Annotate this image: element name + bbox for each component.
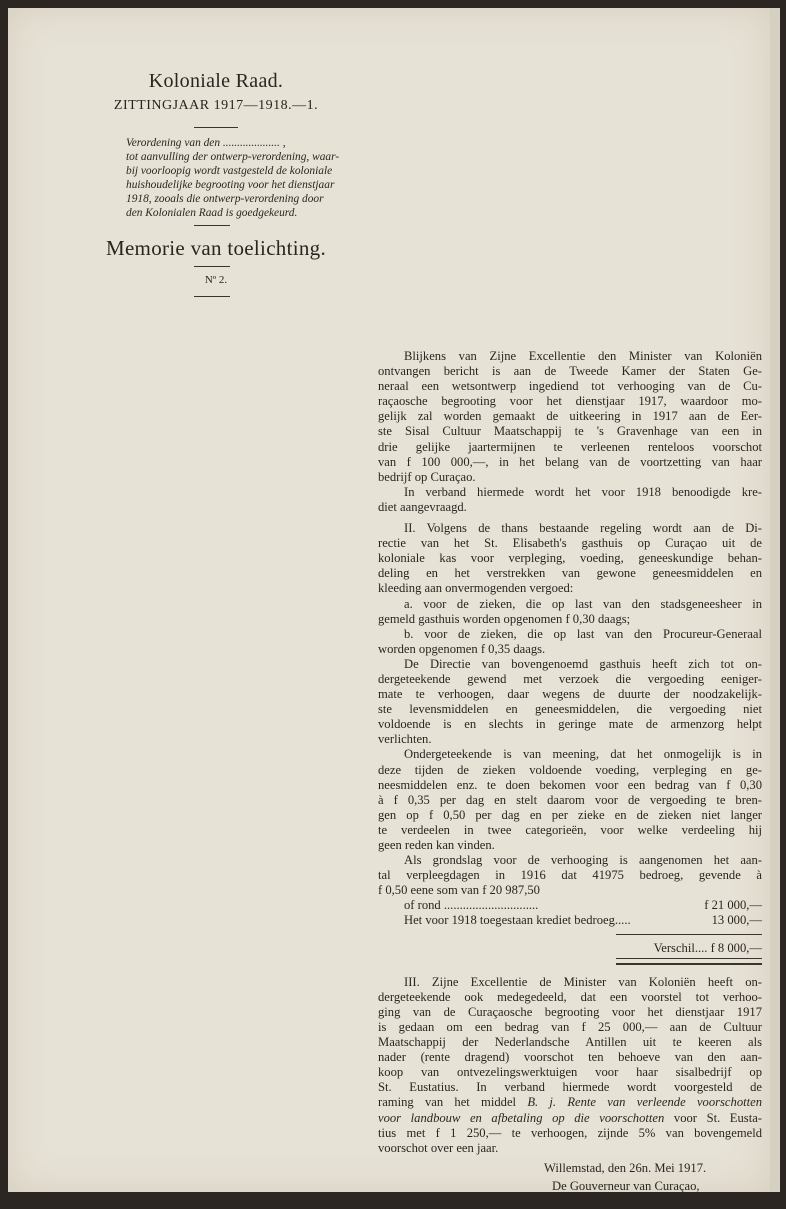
text-line: f 0,50 eene som van f 20 987,50 bbox=[378, 883, 540, 898]
text-line: koloniale kas voor verpleging, voeding, geneeskundige behan- bbox=[378, 551, 762, 566]
text-line: Maatschappij der Nederlandsche Antillen uit te keeren als bbox=[378, 1035, 762, 1050]
text-part: raming van het middel bbox=[378, 1095, 517, 1110]
signatory-name: NUYENS. bbox=[612, 1193, 667, 1208]
text-line: bedrijf op Curaçao. bbox=[378, 469, 476, 484]
divider bbox=[194, 127, 238, 128]
text-line: Ondergeteekende is van meening, dat het onmogelijk is in bbox=[404, 747, 762, 762]
double-rule bbox=[616, 958, 762, 965]
text-line: b. voor de zieken, die op last van den Procureur-Generaal bbox=[404, 626, 762, 641]
text-line: deling en het verstrekken van gewone geneesmiddelen en bbox=[378, 566, 762, 581]
text-line: te verdeelen in twee categorieën, voor welke verdeeling hij bbox=[378, 822, 762, 837]
sum-rule bbox=[616, 934, 762, 935]
text-line: à f 0,35 per dag en stelt daarom voor de vergoeding te bren- bbox=[378, 792, 762, 807]
intro-line: huishoudelijke begrooting voor het dienstjaar bbox=[126, 179, 335, 191]
intro-line: tot aanvulling der ontwerp-verordening, waar- bbox=[126, 151, 340, 163]
divider bbox=[194, 225, 230, 226]
italic-text: voor landbouw en afbetaling op die voorschotten bbox=[378, 1110, 665, 1125]
document-number: Nº 2. bbox=[204, 274, 228, 286]
calc-value: f 21 000,— bbox=[704, 898, 762, 913]
divider bbox=[194, 266, 230, 267]
intro-line: Verordening van den .................... , bbox=[126, 137, 286, 149]
text-line: raçaosche begrooting voor het dienstjaar 1917, waardoor mo- bbox=[378, 394, 762, 409]
text-line: verlichten. bbox=[378, 732, 432, 747]
page-edge bbox=[770, 8, 780, 1192]
text-line: a. voor de zieken, die op last van den stadsgeneesheer in bbox=[404, 596, 762, 611]
text-line: II. Volgens de thans bestaande regeling wordt aan de Di- bbox=[404, 521, 762, 536]
text-line: III. Zijne Excellentie de Minister van Koloniën heeft on- bbox=[404, 974, 762, 989]
text-line: voorschot over een jaar. bbox=[378, 1140, 499, 1155]
calc-label: Het voor 1918 toegestaan krediet bedroeg..... bbox=[404, 913, 631, 928]
text-line: neraal een wetsontwerp ingediend tot verhooging van de Cu- bbox=[378, 379, 762, 394]
memorandum-body bbox=[378, 349, 762, 1209]
text-line: tal verpleegdagen in 1916 dat 41975 bedroeg, gevende à bbox=[378, 868, 762, 883]
divider bbox=[194, 296, 230, 297]
text-line: koop van ontvezelingswerktuigen voor haar sisalbedrijf op bbox=[378, 1065, 762, 1080]
intro-line: bij voorloopig wordt vastgesteld de koloniale bbox=[126, 165, 333, 177]
italic-text: B. j. Rente van verleende voorschotten bbox=[527, 1095, 762, 1110]
text-line: dergeteekende ook medegedeeld, dat een voorstel tot verhoo- bbox=[378, 989, 762, 1004]
text-line: mate te verhoogen, daar wegens de duurte der noodzakelijk- bbox=[378, 687, 762, 702]
council-title: Koloniale Raad. bbox=[148, 70, 284, 92]
text-line: kleeding aan onvermogenden vergoed: bbox=[378, 581, 574, 596]
calc-label: of rond .............................. bbox=[404, 898, 539, 913]
signatory-function: De Gouverneur van Curaçao, bbox=[552, 1178, 700, 1193]
text-part: voor St. Eusta- bbox=[673, 1110, 762, 1125]
text-line: deze tijden de zieken voldoende voeding, verpleging en ge- bbox=[378, 762, 762, 777]
text-line: geen reden kan vinden. bbox=[378, 838, 495, 852]
session-year: ZITTINGJAAR 1917—1918.—1. bbox=[113, 98, 319, 113]
calc-value: 13 000,— bbox=[711, 913, 762, 928]
text-line: diet aangevraagd. bbox=[378, 499, 467, 514]
text-line: ste levensmiddelen en geneesmiddelen, die vergoeding niet bbox=[378, 702, 762, 717]
text-line: is gedaan om een bedrag van f 25 000,— aan de Cultuur bbox=[378, 1019, 762, 1034]
calc-row-krediet bbox=[378, 913, 762, 928]
text-line: dergeteekende gewend met verzoek die vergoeding eeniger- bbox=[378, 671, 762, 686]
text-line: gemeld gasthuis worden opgenomen f 0,30 daags; bbox=[378, 611, 631, 626]
text-line: neesmiddelen enz. te doen bekomen voor een bedrag van f 0,30 bbox=[378, 777, 762, 792]
text-line: tius met f 1 250,— te verhoogen, zijnde 5% van bovengemeld bbox=[378, 1125, 762, 1140]
intro-line: den Kolonialen Raad is goedgekeurd. bbox=[126, 207, 298, 219]
text-line: worden opgenomen f 0,35 daags. bbox=[378, 641, 546, 656]
text-line: In verband hiermede wordt het voor 1918 benoodigde kre- bbox=[404, 484, 762, 499]
text-line: gen op f 0,50 per dag en per zieke en de zieken niet langer bbox=[378, 807, 762, 822]
text-line: nader (rente dragend) voorschot ten behoeve van den aan- bbox=[378, 1050, 762, 1065]
text-line: voldoende is en slechts in geringe mate de armenzorg helpt bbox=[378, 717, 762, 732]
text-line: Als grondslag voor de verhooging is aangenomen het aan- bbox=[404, 853, 762, 868]
text-line bbox=[378, 1111, 762, 1126]
text-line: ging van de Curaçaosche begrooting voor het dienstjaar 1917 bbox=[378, 1004, 762, 1019]
calc-row-rond bbox=[378, 898, 762, 913]
text-line bbox=[378, 1095, 762, 1110]
text-line: drie gelijke jaartermijnen te verleenen renteloos voorschot bbox=[378, 439, 762, 454]
text-line: van f 100 000,—, in het belang van de voortzetting van haar bbox=[378, 454, 762, 469]
memorandum-title: Memorie van toelichting. bbox=[105, 236, 327, 260]
text-line: St. Eustatius. In verband hiermede wordt voorgesteld de bbox=[378, 1080, 762, 1095]
text-line: De Directie van bovengenoemd gasthuis heeft zich tot on- bbox=[404, 656, 762, 671]
text-line: Blijkens van Zijne Excellentie den Minister van Koloniën bbox=[404, 349, 762, 363]
place-date: Willemstad, den 26n. Mei 1917. bbox=[544, 1160, 707, 1175]
text-line: gelijk zal worden gemaakt de uitkeering in 1917 aan de Eer- bbox=[378, 409, 762, 424]
text-line: ste Sisal Cultuur Maatschappij te 's Gravenhage van een in bbox=[378, 424, 762, 439]
text-line: ontvangen bericht is aan de Tweede Kamer der Staten Ge- bbox=[378, 364, 762, 379]
difference-total: Verschil.... f 8 000,— bbox=[653, 940, 762, 955]
ordinance-description bbox=[126, 136, 348, 220]
text-line: rectie van het St. Elisabeth's gasthuis op Curaçao uit de bbox=[378, 536, 762, 551]
intro-line: 1918, zooals die ontwerp-verordening door bbox=[126, 193, 324, 205]
document-page bbox=[8, 8, 770, 1208]
